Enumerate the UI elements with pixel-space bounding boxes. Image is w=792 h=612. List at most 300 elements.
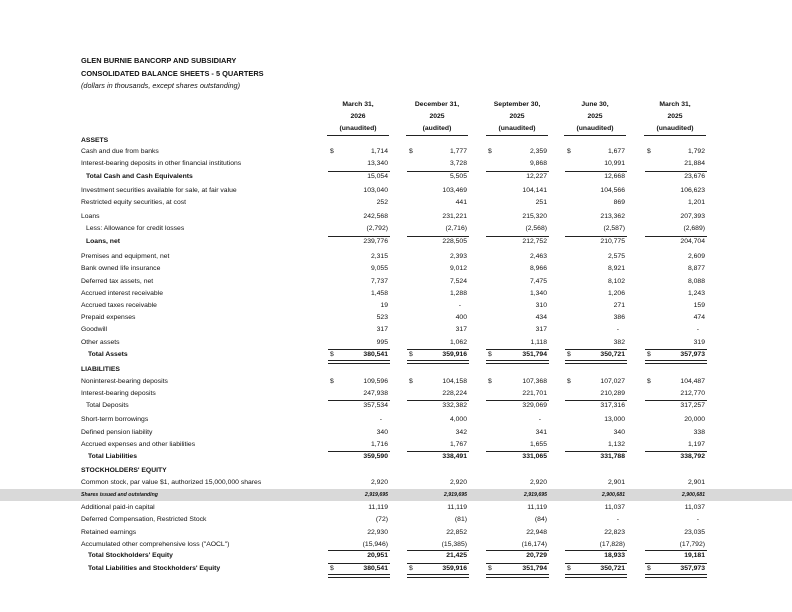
total-rule (645, 236, 707, 237)
cell-value: 2,919,695 (523, 492, 547, 498)
total-rule (565, 451, 627, 452)
cell-value: 7,524 (449, 278, 467, 285)
total-rule (407, 236, 469, 237)
cell-value: 359,916 (442, 351, 467, 358)
cell-value: 351,794 (522, 351, 547, 358)
cell-value: 11,119 (368, 504, 388, 511)
cell-value: 310 (535, 302, 547, 309)
row-label: Cash and due from banks (81, 148, 159, 155)
table-row (0, 427, 792, 439)
cell-value: 474 (693, 314, 705, 321)
cell-value: 231,221 (442, 213, 467, 220)
total-rule (407, 550, 469, 551)
cell-value: 1,767 (449, 441, 467, 448)
cell-value: 11,037 (684, 504, 705, 511)
row-label: Deferred Compensation, Restricted Stock (81, 516, 207, 523)
cell-value: 228,505 (442, 238, 467, 245)
cell-value: 8,921 (607, 265, 625, 272)
table-row (0, 337, 792, 349)
dollar-sign: $ (488, 351, 492, 358)
cell-value: 7,737 (370, 278, 388, 285)
cell-value: 19,181 (684, 552, 705, 559)
cell-value: 1,655 (529, 441, 547, 448)
cell-value: 9,868 (529, 160, 547, 167)
row-label: Investment securities available for sale, at fair value (81, 187, 237, 194)
cell-value: 1,777 (449, 148, 467, 155)
cell-value: 380,541 (363, 351, 388, 358)
cell-value: 317,316 (600, 402, 625, 409)
row-label: Accrued interest receivable (81, 290, 163, 297)
table-row (0, 414, 792, 426)
cell-value: 341 (535, 429, 547, 436)
cell-value: 9,055 (370, 265, 388, 272)
cell-value: - (538, 416, 541, 423)
total-rule (486, 400, 549, 401)
cell-value: 2,920 (529, 479, 547, 486)
column-header-line2: 2026 (350, 113, 366, 120)
units-note: (dollars in thousands, except shares outstanding) (81, 81, 241, 90)
cell-value: 20,951 (367, 552, 388, 559)
table-row (0, 263, 792, 275)
cell-value: 103,469 (442, 187, 467, 194)
cell-value: 1,118 (530, 339, 547, 346)
cell-value: 2,359 (529, 148, 547, 155)
cell-value: 106,623 (680, 187, 705, 194)
cell-value: 8,966 (529, 265, 547, 272)
report-title: CONSOLIDATED BALANCE SHEETS - 5 QUARTERS (81, 69, 264, 78)
row-label: Total Liabilities (88, 453, 137, 460)
cell-value: - (696, 326, 699, 333)
table-row (0, 171, 792, 183)
total-rule (328, 563, 390, 564)
cell-value: 212,752 (522, 238, 547, 245)
cell-value: (84) (534, 516, 547, 523)
cell-value: 20,000 (684, 416, 705, 423)
cell-value: 2,463 (529, 253, 547, 260)
cell-value: 2,575 (607, 253, 625, 260)
column-header-line2: 2025 (587, 113, 603, 120)
dollar-sign: $ (409, 378, 413, 385)
cell-value: 317 (455, 326, 467, 333)
column-header-line2: 2025 (429, 113, 445, 120)
row-label: Interest-bearing deposits (81, 390, 156, 397)
dollar-sign: $ (567, 351, 571, 358)
cell-value: 329,069 (522, 402, 547, 409)
row-label: Additional paid-in capital (81, 504, 155, 511)
cell-value: 109,596 (363, 378, 388, 385)
double-underline (645, 574, 707, 578)
table-row (0, 276, 792, 288)
row-label: Goodwill (81, 326, 108, 333)
cell-value: 338 (693, 429, 705, 436)
row-label: Less: Allowance for credit losses (86, 225, 185, 232)
cell-value: 400 (455, 314, 467, 321)
column-header-line1: September 30, (493, 101, 541, 108)
row-label: Total Assets (88, 351, 128, 358)
column-header (555, 99, 635, 136)
cell-value: 338,792 (680, 453, 705, 460)
column-header-line1: March 31, (659, 101, 691, 108)
table-row (0, 185, 792, 197)
company-name: GLEN BURNIE BANCORP AND SUBSIDIARY (81, 56, 237, 65)
double-underline (407, 574, 469, 578)
column-header-line3: (unaudited) (486, 123, 548, 136)
cell-value: 1,714 (370, 148, 388, 155)
cell-value: 104,141 (522, 187, 547, 194)
cell-value: 340 (613, 429, 625, 436)
cell-value: 212,770 (680, 390, 705, 397)
cell-value: (2,716) (445, 225, 467, 232)
cell-value: 22,930 (367, 529, 388, 536)
row-label: Short-term borrowings (81, 416, 149, 423)
cell-value: 107,027 (600, 378, 625, 385)
section-heading (0, 364, 792, 376)
total-rule (407, 563, 469, 564)
row-label: Accrued expenses and other liabilities (81, 441, 196, 448)
cell-value: 104,566 (600, 187, 625, 194)
total-rule (328, 349, 390, 350)
table-row (0, 223, 792, 235)
cell-value: 107,368 (522, 378, 547, 385)
cell-value: (17,792) (679, 541, 705, 548)
table-row (0, 477, 792, 489)
double-underline (328, 574, 390, 578)
cell-value: 242,568 (363, 213, 388, 220)
table-row (0, 288, 792, 300)
cell-value: (81) (454, 516, 467, 523)
cell-value: 19 (380, 302, 388, 309)
row-label: Common stock, par value $1, authorized 15,000,000 shares (81, 479, 262, 486)
cell-value: (72) (375, 516, 388, 523)
cell-value: - (696, 516, 699, 523)
cell-value: 103,040 (363, 187, 388, 194)
cell-value: 22,948 (526, 529, 547, 536)
dollar-sign: $ (488, 378, 492, 385)
cell-value: 215,320 (522, 213, 547, 220)
cell-value: 2,920 (449, 479, 467, 486)
cell-value: 204,704 (680, 238, 705, 245)
cell-value: 23,676 (684, 173, 705, 180)
total-rule (486, 236, 549, 237)
total-rule (328, 550, 390, 551)
row-label: STOCKHOLDERS' EQUITY (81, 467, 167, 474)
table-row (0, 158, 792, 170)
cell-value: 104,487 (680, 378, 705, 385)
cell-value: 1,340 (529, 290, 547, 297)
total-rule (645, 550, 707, 551)
cell-value: - (616, 516, 619, 523)
cell-value: 350,721 (600, 565, 625, 572)
cell-value: 434 (535, 314, 547, 321)
row-label: Total Stockholders' Equity (88, 552, 173, 559)
cell-value: 11,119 (447, 504, 467, 511)
cell-value: 332,382 (442, 402, 467, 409)
cell-value: 995 (376, 339, 388, 346)
cell-value: 1,132 (607, 441, 625, 448)
table-row (0, 400, 792, 412)
cell-value: 340 (376, 429, 388, 436)
dollar-sign: $ (409, 148, 413, 155)
cell-value: 213,362 (600, 213, 625, 220)
dollar-sign: $ (409, 565, 413, 572)
cell-value: 317 (535, 326, 547, 333)
cell-value: 11,119 (527, 504, 547, 511)
cell-value: 2,901 (607, 479, 625, 486)
cell-value: 3,728 (449, 160, 467, 167)
dollar-sign: $ (330, 378, 334, 385)
row-label: Other assets (81, 339, 120, 346)
cell-value: 523 (376, 314, 388, 321)
dollar-sign: $ (330, 565, 334, 572)
column-header-line1: March 31, (342, 101, 374, 108)
total-rule (486, 563, 549, 564)
cell-value: 159 (693, 302, 705, 309)
cell-value: 8,102 (607, 278, 625, 285)
cell-value: 2,919,695 (364, 492, 388, 498)
total-rule (645, 171, 707, 172)
row-label: Total Liabilities and Stockholders' Equity (88, 565, 221, 572)
column-header-line3: (unaudited) (327, 123, 389, 136)
cell-value: 2,920 (370, 479, 388, 486)
cell-value: 2,919,695 (443, 492, 467, 498)
cell-value: 869 (613, 199, 625, 206)
cell-value: 2,900,681 (681, 492, 705, 498)
cell-value: (16,174) (521, 541, 547, 548)
total-rule (565, 236, 627, 237)
cell-value: 18,933 (604, 552, 625, 559)
cell-value: 247,938 (363, 390, 388, 397)
total-rule (407, 349, 469, 350)
cell-value: 210,289 (600, 390, 625, 397)
cell-value: 221,701 (522, 390, 547, 397)
cell-value: 12,227 (526, 173, 547, 180)
cell-value: 2,609 (687, 253, 705, 260)
total-rule (486, 349, 549, 350)
cell-value: 12,668 (604, 173, 625, 180)
cell-value: 22,823 (604, 529, 625, 536)
table-row (0, 312, 792, 324)
cell-value: 357,534 (363, 402, 388, 409)
table-row (0, 527, 792, 539)
cell-value: 104,158 (442, 378, 467, 385)
total-rule (486, 171, 549, 172)
table-row (0, 324, 792, 336)
cell-value: (15,946) (362, 541, 388, 548)
table-row (0, 197, 792, 209)
column-header (397, 99, 477, 136)
cell-value: 10,991 (604, 160, 625, 167)
cell-value: 210,775 (600, 238, 625, 245)
cell-value: (17,828) (599, 541, 625, 548)
row-label: Restricted equity securities, at cost (81, 199, 187, 206)
row-label: Loans (81, 213, 100, 220)
cell-value: 331,065 (522, 453, 547, 460)
cell-value: 5,505 (449, 173, 467, 180)
row-label: Total Cash and Cash Equivalents (86, 173, 193, 180)
dollar-sign: $ (647, 351, 651, 358)
cell-value: 7,475 (529, 278, 547, 285)
section-heading (0, 465, 792, 477)
column-header-line1: December 31, (414, 101, 460, 108)
cell-value: 252 (376, 199, 388, 206)
row-label: Loans, net (86, 238, 120, 245)
row-label: Deferred tax assets, net (81, 278, 154, 285)
total-rule (328, 451, 390, 452)
total-rule (328, 400, 390, 401)
cell-value: 351,794 (522, 565, 547, 572)
row-label: LIABILITIES (81, 366, 120, 373)
total-rule (565, 563, 627, 564)
dollar-sign: $ (330, 148, 334, 155)
cell-value: 9,012 (449, 265, 467, 272)
row-label: Total Deposits (86, 402, 129, 409)
table-row (0, 451, 792, 463)
column-header (477, 99, 557, 136)
table-row (0, 489, 792, 501)
dollar-sign: $ (488, 565, 492, 572)
cell-value: - (458, 302, 461, 309)
total-rule (407, 451, 469, 452)
table-row (0, 146, 792, 158)
cell-value: - (616, 326, 619, 333)
cell-value: 21,884 (684, 160, 705, 167)
cell-value: 357,973 (680, 565, 705, 572)
cell-value: 331,788 (600, 453, 625, 460)
cell-value: 239,776 (363, 238, 388, 245)
cell-value: 11,037 (604, 504, 625, 511)
total-rule (407, 171, 469, 172)
cell-value: 1,197 (687, 441, 705, 448)
row-label: Bank owned life insurance (81, 265, 161, 272)
cell-value: 4,000 (449, 416, 467, 423)
column-header-line3: (unaudited) (564, 123, 626, 136)
cell-value: 441 (455, 199, 467, 206)
cell-value: (2,792) (366, 225, 388, 232)
cell-value: 1,716 (370, 441, 388, 448)
cell-value: 350,721 (600, 351, 625, 358)
cell-value: 382 (613, 339, 625, 346)
dollar-sign: $ (647, 378, 651, 385)
total-rule (565, 349, 627, 350)
cell-value: 359,916 (442, 565, 467, 572)
total-rule (565, 171, 627, 172)
cell-value: 228,224 (442, 390, 467, 397)
cell-value: 22,852 (446, 529, 467, 536)
table-row (0, 502, 792, 514)
cell-value: 359,590 (363, 453, 388, 460)
cell-value: 23,035 (684, 529, 705, 536)
dollar-sign: $ (409, 351, 413, 358)
row-label: Premises and equipment, net (81, 253, 170, 260)
cell-value: - (379, 416, 382, 423)
cell-value: 1,458 (370, 290, 388, 297)
total-rule (565, 400, 627, 401)
total-rule (645, 349, 707, 350)
row-label: Accumulated other comprehensive loss ("AOCL") (81, 541, 230, 548)
table-row (0, 236, 792, 248)
cell-value: 1,243 (687, 290, 705, 297)
column-header-line2: 2025 (509, 113, 525, 120)
cell-value: 20,729 (526, 552, 547, 559)
cell-value: 357,973 (680, 351, 705, 358)
cell-value: 207,393 (680, 213, 705, 220)
column-header-line3: (unaudited) (644, 123, 706, 136)
table-row (0, 439, 792, 451)
double-underline (486, 574, 549, 578)
total-rule (328, 171, 390, 172)
column-header-line2: 2025 (667, 113, 683, 120)
cell-value: (2,689) (683, 225, 705, 232)
cell-value: 2,315 (370, 253, 388, 260)
cell-value: 15,054 (367, 173, 388, 180)
cell-value: 1,201 (687, 199, 705, 206)
total-rule (645, 400, 707, 401)
cell-value: 271 (613, 302, 625, 309)
total-rule (486, 550, 549, 551)
table-row (0, 251, 792, 263)
row-label: Defined pension liability (81, 429, 153, 436)
dollar-sign: $ (567, 378, 571, 385)
cell-value: 1,206 (607, 290, 625, 297)
cell-value: 2,393 (449, 253, 467, 260)
cell-value: 1,062 (449, 339, 467, 346)
cell-value: 342 (455, 429, 467, 436)
cell-value: 1,677 (607, 148, 625, 155)
row-label: ASSETS (81, 137, 109, 144)
total-rule (407, 400, 469, 401)
cell-value: 338,491 (442, 453, 467, 460)
cell-value: (2,587) (603, 225, 625, 232)
total-rule (565, 550, 627, 551)
column-header-line3: (audited) (406, 123, 468, 136)
cell-value: 13,340 (367, 160, 388, 167)
column-header-line1: June 30, (581, 101, 609, 108)
cell-value: 386 (613, 314, 625, 321)
dollar-sign: $ (567, 565, 571, 572)
cell-value: 251 (535, 199, 547, 206)
total-rule (645, 563, 707, 564)
total-rule (486, 451, 549, 452)
cell-value: 8,088 (687, 278, 705, 285)
table-row (0, 550, 792, 562)
cell-value: (2,568) (525, 225, 547, 232)
cell-value: 2,901 (687, 479, 705, 486)
cell-value: 319 (693, 339, 705, 346)
cell-value: 8,877 (687, 265, 705, 272)
dollar-sign: $ (647, 565, 651, 572)
cell-value: 317,257 (680, 402, 705, 409)
cell-value: 2,900,681 (601, 492, 625, 498)
cell-value: 317 (376, 326, 388, 333)
table-row (0, 514, 792, 526)
double-underline (565, 574, 627, 578)
column-header (318, 99, 398, 136)
row-label: Retained earnings (81, 529, 137, 536)
row-label: Noninterest-bearing deposits (81, 378, 168, 385)
table-row (0, 388, 792, 400)
row-label: Interest-bearing deposits in other financial institutions (81, 160, 242, 167)
table-row (0, 300, 792, 312)
dollar-sign: $ (567, 148, 571, 155)
row-label: Shares issued and outstanding (81, 492, 158, 498)
dollar-sign: $ (330, 351, 334, 358)
table-row (0, 211, 792, 223)
dollar-sign: $ (647, 148, 651, 155)
total-rule (645, 451, 707, 452)
cell-value: (15,385) (441, 541, 467, 548)
row-label: Prepaid expenses (81, 314, 136, 321)
cell-value: 21,425 (446, 552, 467, 559)
